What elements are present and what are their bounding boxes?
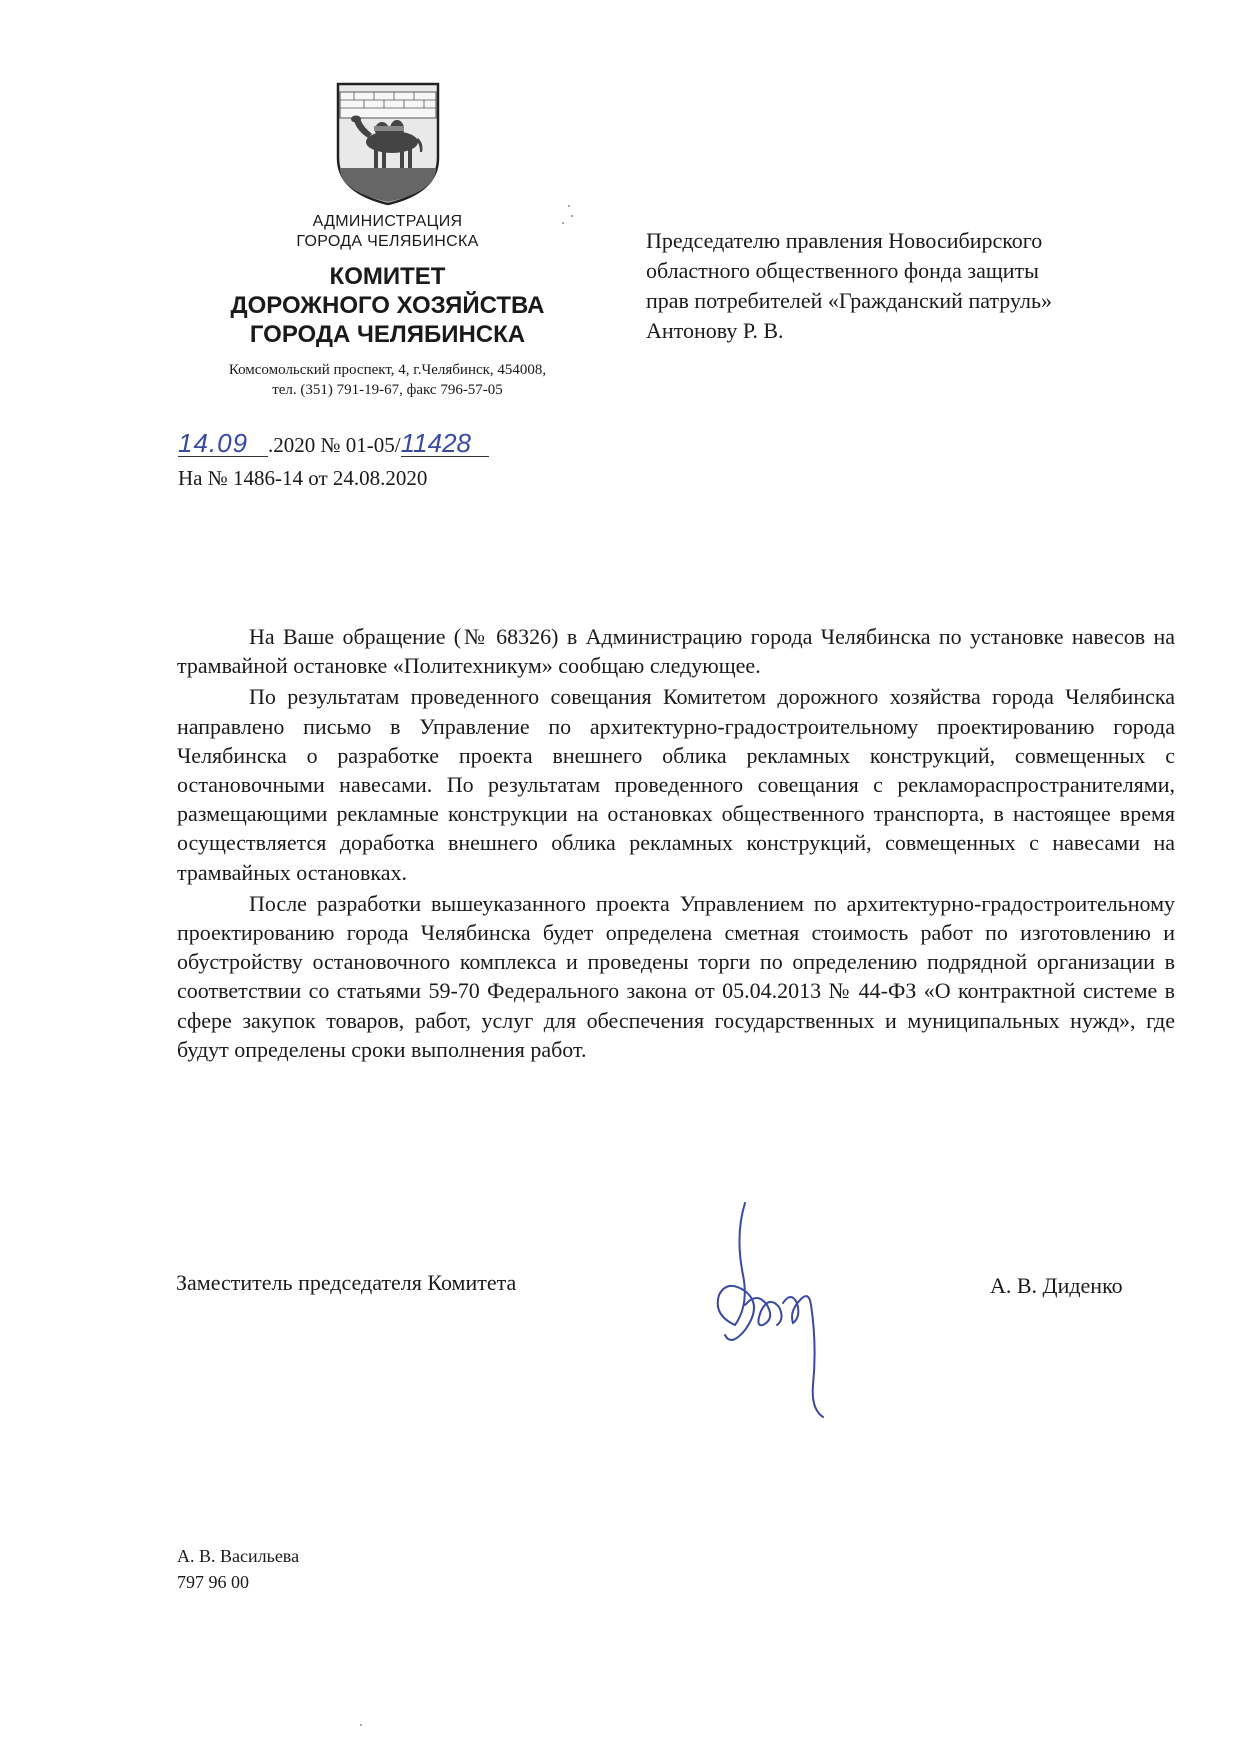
addressee-line: прав потребителей «Гражданский патруль»	[646, 288, 1053, 313]
committee-line-1: КОМИТЕТ	[329, 263, 446, 290]
addressee-line: областного общественного фонда защиты	[646, 258, 1039, 283]
admin-line-2: ГОРОДА ЧЕЛЯБИНСКА	[296, 233, 479, 250]
scan-speck	[568, 205, 570, 207]
handwritten-signature-icon	[705, 1195, 845, 1425]
executor-block	[177, 1543, 299, 1595]
addressee-block	[646, 226, 1166, 346]
body-paragraph: По результатам проведенного совещания Комитетом дорожного хозяйства города Челябинска направлено письмо в Управление по архитектурно-градостроительному проектированию города Челябинска о разработке проекта внешнего облика рекламных конструкций, совмещенных с остановочными навесами. По результатам проведенного совещания с рекламораспространителями, размещающими рекламные конструкции на остановках общественного транспорта, в настоящее время осуществляется доработка внешнего облика рекламных конструкций, совмещенных с навесами на трамвайных остановках.	[177, 684, 1175, 885]
scan-speck	[562, 222, 564, 224]
body-paragraph: На Ваше обращение (№ 68326) в Администрацию города Челябинска по установке навесов на трамвайной остановке «Политехникум» сообщаю следующее.	[177, 624, 1175, 679]
body-paragraph: После разработки вышеуказанного проекта Управлением по архитектурно-градостроительному проектированию города Челябинска будет определена сметная стоимость работ по изготовлению и обустройству остановочного комплекса и проведены торги по определению подрядной организации в соответствии со статьями 59-70 Федерального закона от 05.04.2013 № 44-ФЗ «О контрактной системе в сфере закупок товаров, работ, услуг для обеспечения государственных и муниципальных нужд», где будут определены сроки выполнения работ.	[177, 890, 1175, 1062]
committee-line-2: ДОРОЖНОГО ХОЗЯЙСТВА	[230, 292, 545, 319]
handwritten-number: 11428	[401, 430, 489, 457]
registration-number	[178, 430, 489, 458]
scan-speck	[571, 215, 573, 217]
signatory-position: Заместитель председателя Комитета	[176, 1270, 517, 1295]
handwritten-date: 14.09	[178, 430, 268, 457]
coat-of-arms-icon	[334, 80, 442, 208]
address-line-1: Комсомольский проспект, 4, г.Челябинск, 454008,	[228, 362, 547, 378]
committee-name	[180, 262, 595, 349]
committee-address	[180, 360, 595, 400]
executor-phone: 797 96 00	[177, 1572, 249, 1592]
addressee-line: Председателю правления Новосибирского	[646, 228, 1043, 253]
admin-line-1: АДМИНИСТРАЦИЯ	[312, 213, 463, 230]
administration-name	[180, 212, 595, 252]
registration-year-text: .2020 № 01-05/	[268, 433, 401, 457]
signatory-name: А. В. Диденко	[990, 1273, 1123, 1298]
address-line-2: тел. (351) 791-19-67, факс 796-57-05	[272, 382, 503, 398]
letter-body	[177, 622, 1175, 1066]
executor-name: А. В. Васильева	[177, 1546, 300, 1566]
addressee-line: Антонову Р. В.	[646, 318, 784, 343]
scan-speck	[360, 1724, 362, 1726]
committee-line-3: ГОРОДА ЧЕЛЯБИНСКА	[249, 321, 526, 348]
reply-reference: На № 1486-14 от 24.08.2020	[178, 466, 428, 490]
